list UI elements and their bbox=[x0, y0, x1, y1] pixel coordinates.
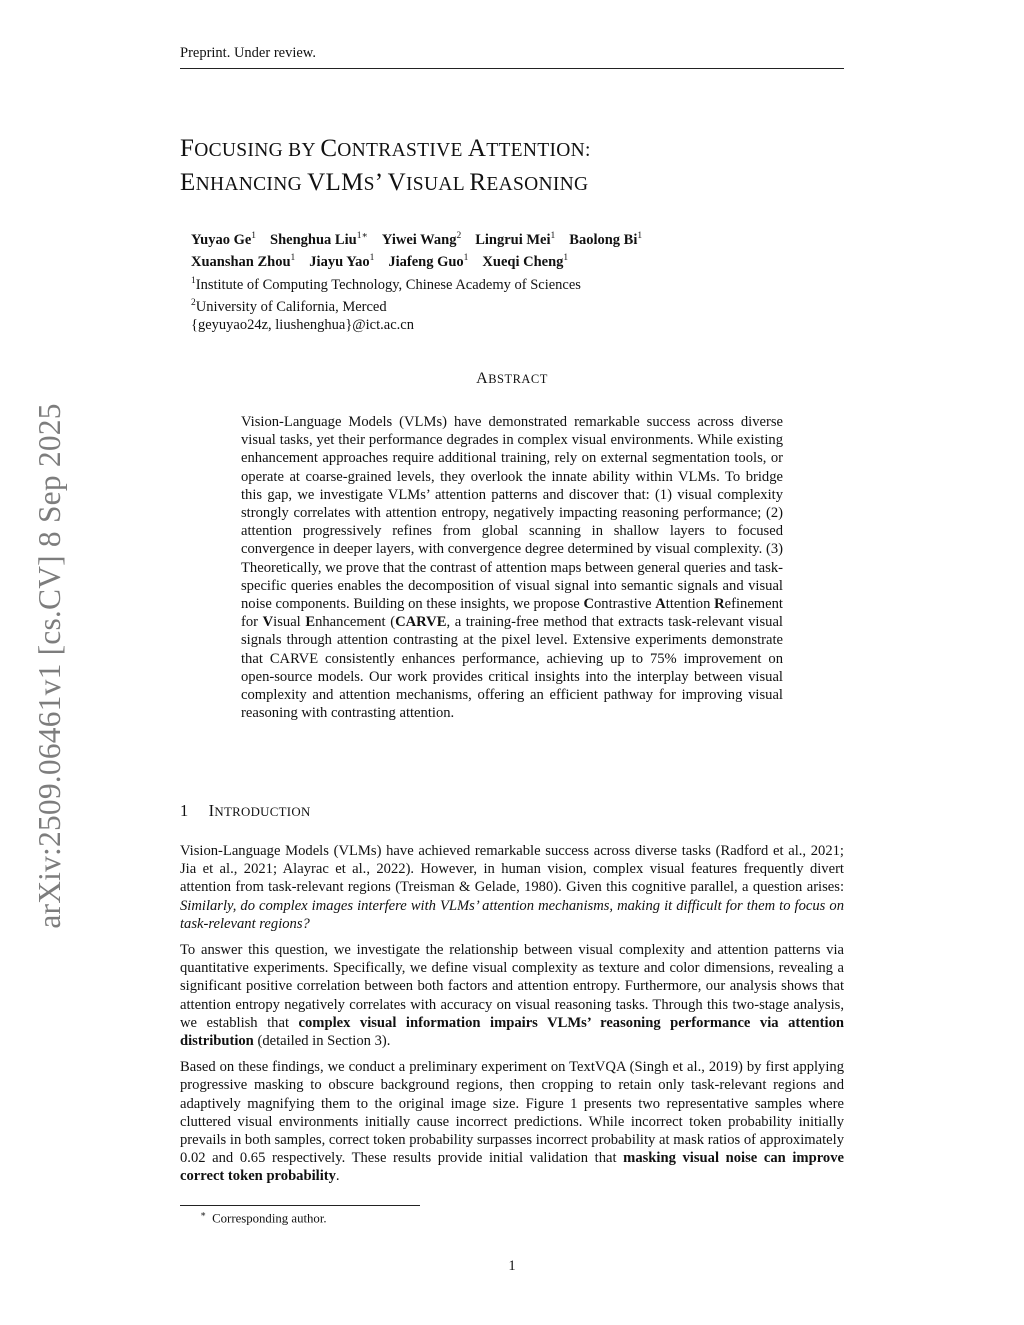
author-name: Yuyao Ge$^1$ bbox=[191, 231, 257, 248]
title-line-1: FOCUSING BY CONTRASTIVE ATTENTION: bbox=[180, 135, 591, 162]
page-number: 1 bbox=[508, 1258, 516, 1274]
paper-title bbox=[180, 133, 880, 201]
author-name: Jiafeng Guo$^1$ bbox=[388, 253, 469, 271]
section-number: 1 bbox=[180, 801, 189, 820]
author-name: Jiayu Yao$^1$ bbox=[309, 253, 375, 271]
method-name: Contrastive Attention Refinement for Visual Enhancement bbox=[241, 596, 783, 631]
footnote-text: Corresponding author. bbox=[212, 1211, 327, 1226]
preprint-label: Preprint. Under review. bbox=[180, 45, 316, 61]
section-title: INTRODUCTION bbox=[208, 801, 311, 820]
intro-paragraph-1: Vision-Language Models (VLMs) have achieved remarkable success across diverse tasks (Radford et al., 2021; Jia et al., 2021; Alayrac et al., 2022). However, in human vision, complex visual features frequently divert attention from task-relevant regions (Treisman & Gelade, 1980). Given this cognitive parallel, a question arises: Similarly, do complex images interfere with VLMs’ attention mechanisms, making it difficult for them to focus on task-relevant regions? bbox=[180, 843, 844, 932]
arxiv-id: arXiv:2509.06461v1 [cs.CV] 8 Sep 2025 bbox=[32, 403, 67, 929]
author-name: Yiwei Wang$^2$ bbox=[381, 231, 462, 248]
page-header bbox=[180, 44, 844, 69]
author-row-1 bbox=[191, 227, 841, 249]
intro-paragraph-2: To answer this question, we investigate the relationship between visual complexity and attention patterns via quantitative experiments. Specifically, we define visual complexity as texture and color dimensions, revealing a significant positive correlation between both factors and attention entropy. Furthermore, our analysis shows that attention entropy negatively correlates with accuracy on visual reasoning tasks. Through this two-stage analysis, we establish that complex visual information impairs VLMs’ reasoning performance via attention distribution (detailed in Section 3). bbox=[180, 942, 845, 1050]
author-name: Xueqi Cheng$^1$ bbox=[482, 253, 569, 271]
introduction-body bbox=[180, 842, 844, 1194]
footnote-rule bbox=[180, 1205, 420, 1206]
author-name: Xuanshan Zhou$^1$ bbox=[191, 253, 296, 271]
author-name: Shenghua Liu$^{1∗}$ bbox=[270, 231, 368, 248]
author-emails: {geyuyao24z, liushenghua}@ict.ac.cn bbox=[191, 317, 414, 334]
intro-paragraph-3: Based on these findings, we conduct a preliminary experiment on TextVQA (Singh et al., 2019) by first applying progressive masking to obscure background regions, then cropping to retain only task-relevant regions and adaptively magnifying them to the original image size. Figure 1 presents two representative samples where cluttered visual environments initially cause incorrect predictions. While incorrect token probability initially prevails in both samples, correct token probability surpasses incorrect probability at mask ratios of approximately 0.02 and 0.65 respectively. These results provide initial validation that masking visual noise can improve correct token probability. bbox=[180, 1059, 844, 1185]
author-block bbox=[191, 227, 841, 335]
author-name: Baolong Bi$^1$ bbox=[569, 231, 643, 248]
abstract-text: Vision-Language Models (VLMs) have demonstrated remarkable success across diverse visual tasks, yet their performance degrades in complex visual environments. While existing enhancement approaches require additional training, rely on external segmentation tools, or operate at coarse-grained levels, they overlook the innate ability within VLMs. To bridge this gap, we investigate VLMs’ attention patterns and discover that: (1) visual complexity strongly correlates with attention entropy, negatively impacting reasoning performance; (2) attention progressively refines from global scanning in shallow layers to focused convergence in deeper layers, with convergence degree determined by visual complexity. (3) Theoretically, we prove that the contrast of attention maps between general queries and task-specific queries enables the decomposition of visual signal into semantic signals and visual noise components. Building on these insights, we propose Contrastive Attention Refinement for Visual Enhancement (CARVE, a training-free method that extracts task-relevant visual signals through attention contrasting at the pixel level. Extensive experiments demonstrate that CARVE consistently enhances performance, achieving up to 75% improvement on open-source models. Our work provides critical insights into the interplay between visual complexity and attention mechanisms, offering an efficient pathway for improving visual reasoning with contrasting attention. bbox=[241, 414, 783, 722]
section-heading-introduction bbox=[180, 801, 311, 821]
affiliation-2: $^2$University of California, Merced bbox=[191, 297, 387, 315]
method-acronym: CARVE bbox=[395, 614, 447, 631]
author-row-2 bbox=[191, 249, 841, 271]
title-line-2: ENHANCING VLMS’ VISUAL REASONING bbox=[180, 169, 589, 196]
footnote-marker: ∗ bbox=[200, 1209, 207, 1219]
footnote bbox=[200, 1209, 327, 1226]
author-name: Lingrui Mei$^1$ bbox=[475, 231, 556, 248]
affiliation-1: $^1$Institute of Computing Technology, Chinese Academy of Sciences bbox=[191, 275, 581, 293]
abstract-heading: ABSTRACT bbox=[476, 370, 548, 387]
